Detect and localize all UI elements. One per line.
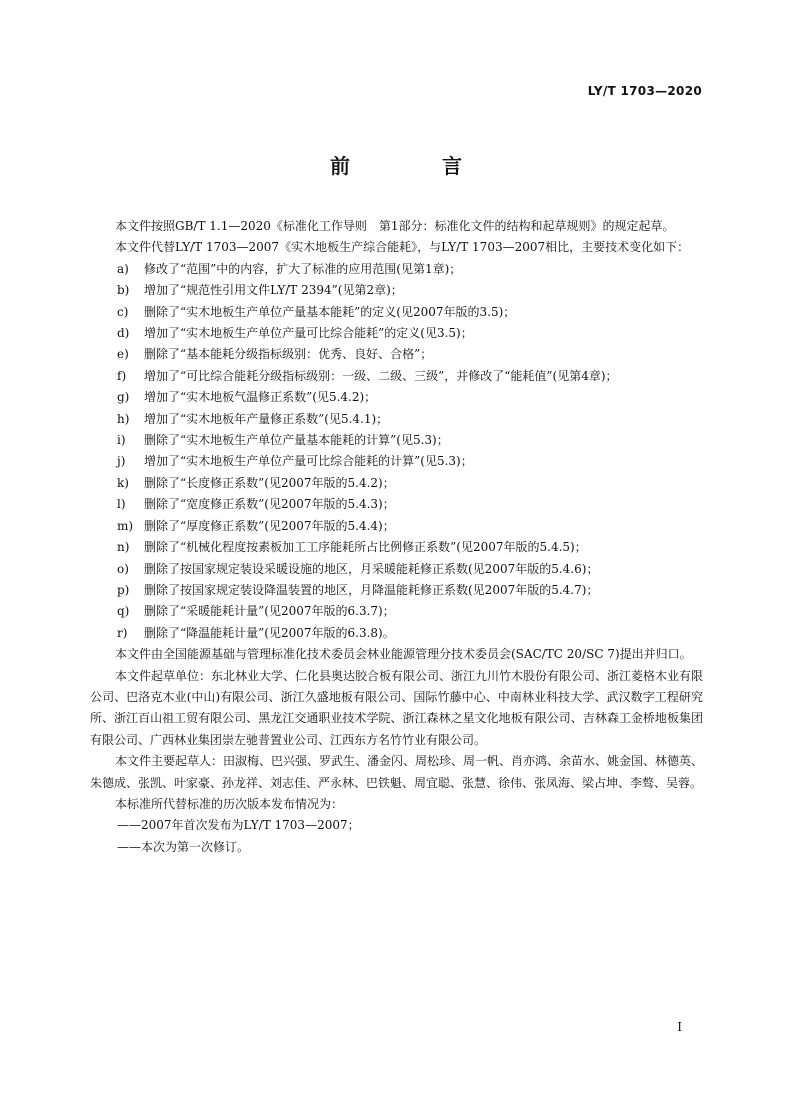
paragraph-drafting-units: 本文件起草单位：东北林业大学、仁化县奥达胶合板有限公司、浙江九川竹木股份有限公司、浙江菱格木业有限公司、巴洛克木业(中山)有限公司、浙江久盛地板有限公司、国际竹藤中心、中南林业科技大学、武汉数字工程研究所、浙江百山祖工贸有限公司、黑龙江交通职业技术学院、浙江森林之星文化地板有限公司、吉林森工金桥地板集团有限公司、广西林业集团崇左驰普置业公司、江西东方名竹竹业有限公司。 [90,668,704,747]
change-item-text: 删除了“实木地板生产单位产量基本能耗的计算”(见5.3)； [144,433,449,448]
change-item-text: 增加了“可比综合能耗分级指标级别：一级、二级、三级”，并修改了“能耗值”(见第4章)； [144,368,618,383]
change-item [90,344,703,365]
change-item-text: 修改了“范围”中的内容，扩大了标准的应用范围(见第1章)； [144,261,462,276]
change-item-label: a) [117,261,129,276]
page-title: 前 言 [330,154,498,178]
change-item-text: 增加了“实木地板年产量修正系数”(见5.4.1)； [144,411,389,426]
paragraph-replacement: 本文件代替LY/T 1703—2007《实木地板生产综合能耗》，与LY/T 1703—2007相比，主要技术变化如下： [115,240,690,255]
history-item: ——2007年首次发布为LY/T 1703—2007； [117,818,360,833]
change-item [90,323,703,344]
change-item [90,387,703,408]
page-number: I [677,1020,682,1034]
change-item [90,601,703,622]
change-item-text: 增加了“实木地板气温修正系数”(见5.4.2)； [144,390,377,405]
change-item-text: 增加了“实木地板生产单位产量可比综合能耗的计算”(见5.3)； [144,454,473,469]
change-item [90,623,703,644]
document-body [90,216,703,858]
history-item: ——本次为第一次修订。 [117,839,250,854]
standard-code: LY/T 1703—2020 [587,84,702,98]
change-item-label: k) [117,475,129,490]
change-item-text: 删除了“采暖能耗计量”(见2007年版的6.3.7)； [144,604,395,619]
change-item-text: 增加了“规范性引用文件LY/T 2394”(见第2章)； [144,283,403,298]
change-item-label: m) [117,518,134,533]
change-item-text: 删除了“实木地板生产单位产量基本能耗”的定义(见2007年版的3.5)； [144,304,516,319]
change-item-text: 删除了“厚度修正系数”(见2007年版的5.4.4)； [144,518,395,533]
paragraph-committee: 本文件由全国能源基础与管理标准化技术委员会林业能源管理分技术委员会(SAC/TC 20/SC 7)提出并归口。 [115,647,692,662]
change-item [90,430,703,451]
change-item-label: i) [117,433,126,448]
change-item [90,259,703,280]
change-item-label: n) [117,540,130,555]
change-item-label: d) [117,326,130,341]
change-item-label: o) [117,561,129,576]
change-item-text: 删除了按国家规定装设采暖设施的地区，月采暖能耗修正系数(见2007年版的5.4.6)； [144,561,599,576]
change-item-label: e) [117,347,129,362]
change-item-text: 删除了“宽度修正系数”(见2007年版的5.4.3)； [144,497,395,512]
change-item [90,473,703,494]
change-item-label: c) [117,304,129,319]
change-item-text: 增加了“实木地板生产单位产量可比综合能耗”的定义(见3.5)； [144,326,473,341]
change-item [90,366,703,387]
paragraph-drafting-rules: 本文件按照GB/T 1.1—2020《标准化工作导则 第1部分：标准化文件的结构和起草规则》的规定起草。 [115,219,675,233]
change-item-text: 删除了按国家规定装设降温装置的地区，月降温能耗修正系数(见2007年版的5.4.7)； [144,582,599,597]
change-item [90,409,703,430]
change-item [90,559,703,580]
change-item-text: 删除了“降温能耗计量”(见2007年版的6.3.8)。 [144,625,395,640]
changes-list [90,259,703,644]
change-item-label: q) [117,604,130,619]
change-item-text: 删除了“基本能耗分级指标级别：优秀、良好、合格”； [144,347,433,362]
change-item-text: 删除了“长度修正系数”(见2007年版的5.4.2)； [144,475,395,490]
change-item [90,516,703,537]
change-item-label: h) [117,411,130,426]
change-item-text: 删除了“机械化程度按素板加工工序能耗所占比例修正系数”(见2007年版的5.4.5)； [144,540,587,555]
paragraph-drafters: 本文件主要起草人：田淑梅、巴兴强、罗武生、潘金闪、周松珍、周一帆、肖亦鸿、余苗水、姚金国、林德英、朱德成、张凯、叶家豪、孙龙祥、刘志佳、严永林、巴铁魁、周宜聪、张慧、徐伟、张凤海、梁占坤、李骜、吴蓉。 [90,754,704,790]
change-item-label: b) [117,283,130,298]
paragraph-history-intro: 本标准所代替标准的历次版本发布情况为： [115,796,344,811]
change-item-label: l) [117,497,126,512]
change-item-label: r) [117,625,128,640]
change-item [90,494,703,515]
change-item [90,302,703,323]
change-item [90,580,703,601]
change-item [90,537,703,558]
change-item-label: j) [117,454,126,469]
change-item-label: f) [117,368,127,383]
change-item [90,280,703,301]
change-item-label: g) [117,390,130,405]
change-item-label: p) [117,582,130,597]
change-item [90,451,703,472]
